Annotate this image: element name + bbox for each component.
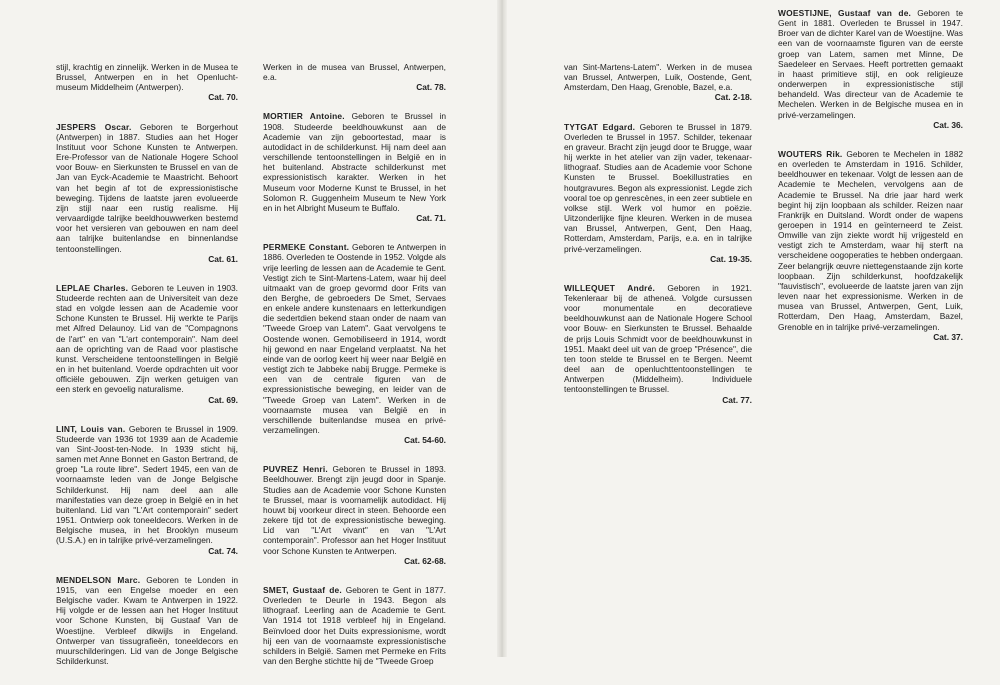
artist-entry: [56, 283, 238, 405]
artist-name: PERMEKE Constant.: [263, 242, 350, 253]
entry-paragraph: [56, 283, 238, 395]
biography-text: Geboren te Londen in 1915, van een Engelse moeder en een Belgische vader. Kwam te Antwerpen in 1922. Hij volgde er de lessen aan het Hoger Instituut voor Schone Kunsten, bij Gustaaf Van de Woestijne. Verbleef dikwijls in Engeland. Ontwerper van tissugrafieën, toneeldecors en muurschilderingen. Lid van de Jonge Belgische Schilderkunst.: [56, 574, 239, 666]
entry-paragraph: [263, 464, 446, 555]
biography-text: van Sint-Martens-Latem". Werken in de musea van Brussel, Antwerpen, Luik, Oostende, Gent, Amsterdam, Den Haag, Grenoble, Bazel, e.a.: [564, 62, 752, 93]
artist-name: LINT, Louis van.: [56, 423, 126, 434]
artist-name: PUVREZ Henri.: [263, 464, 328, 475]
artist-entry: [564, 62, 752, 103]
entry-paragraph: [564, 62, 752, 92]
column-2: [263, 62, 446, 685]
entry-paragraph: [564, 283, 752, 395]
artist-entry: [564, 283, 752, 405]
catalogue-number: Cat. 54-60.: [404, 435, 446, 446]
catalogue-number: Cat. 71.: [416, 213, 446, 224]
entry-paragraph: [263, 585, 446, 666]
catalogue-number: Cat. 37.: [933, 331, 963, 342]
artist-name: SMET, Gustaaf de.: [263, 584, 342, 595]
artist-entry: [263, 464, 446, 566]
artist-name: WILLEQUET André.: [564, 282, 656, 293]
catalogue-number: Cat. 2-18.: [714, 92, 752, 103]
catalogue-number: Cat. 62-68.: [404, 555, 446, 566]
catalogue-number: Cat. 78.: [416, 82, 446, 93]
entry-paragraph: [263, 62, 446, 82]
entry-paragraph: [778, 8, 963, 120]
artist-entry: [778, 149, 963, 342]
artist-entry: [56, 62, 238, 103]
artist-name: LEPLAE Charles.: [56, 282, 129, 293]
entry-paragraph: [56, 62, 238, 92]
catalogue-number: Cat. 36.: [933, 119, 963, 130]
biography-text: Geboren te Mechelen in 1882 en overleden te Amsterdam in 1916. Schilder, beeldhouwer en tekenaar. Volgt de lessen aan de Academie te Mechelen, vervolgens aan de Academie te Brussel. Na drie jaar hard werk begint hij zijn loopbaan als schilder. Reizen naar Frankrijk en Duitsland. Wordt onder de wapens geroepen in 1914 en geïnterneerd te Zeist. Omwille van zijn ziekte wordt hij vrijgesteld en vestigt zich te Amsterdam, waar hij sterft na verscheidene oogoperaties te hebben ondergaan. Zeer belangrijk œuvre niettegenstaande zijn korte loopbaan. Zijn schilderkunst, hoofdzakelijk "fauvistisch", evolueerde de laatste jaren van zijn leven naar het expressionisme. Werken in de musea van Brussel, Antwerpen, Gent, Luik, Rotterdam, Den Haag, Amsterdam, Bazel, Grenoble en in talrijke privé-verzamelingen.: [778, 148, 964, 332]
entry-paragraph: [778, 149, 963, 332]
biography-text: Geboren te Antwerpen in 1886. Overleden te Oostende in 1952. Volgde als vrije leerling de lessen aan de Academie te Gent. Vestigt zich te Sint-Martens-Latem, waar hij deel uitmaakt van de groep gevormd door Frits van den Berghe, de gebroeders De Smet, Servaes en enkele andere kunstenaars en letterkundigen die sedertdien bekend staan onder de naam van "Tweede Groep van Latem". Gaat vervolgens te Oostende wonen. Gemobiliseerd in 1914, wordt hij gewond en naar Engeland verplaatst. Na het einde van de oorlog keert hij weer naar België en vestigt zich te Jabbeke nabij Brugge. Permeke is een van de centrale figuren van de expressionistische beweging, en leider van de "Tweede Groep van Latem". Werken in de voornaamste musea van België en in verschillende buitenlandse musea en privé-verzamelingen.: [263, 242, 447, 435]
biography-text: Geboren te Gent in 1877. Overleden te Deurle in 1943. Begon als lithograaf. Leerling aan de Academie te Gent. Van 1914 tot 1918 verbleef hij in Engeland. Beïnvloed door het Duits expressionisme, wordt hij een van de voornaamste expressionistische schilders in België. Samen met Permeke en Frits van den Berghe stichtte hij de "Tweede Groep: [263, 584, 446, 666]
biography-text: Geboren te Brussel in 1893. Beeldhouwer. Brengt zijn jeugd door in Spanje. Studies aan de Academie voor Schone Kunsten te Brussel, maar is voornamelijk autodidact. Hij houwt bij voorkeur direct in steen. Behoorde een zekere tijd tot de expressionistische beweging. Lid van "L'Art vivant" en van "L'Art contemporain". Professor aan het Hoger Instituut voor Schone Kunsten te Antwerpen.: [263, 464, 446, 556]
entry-paragraph: [56, 575, 238, 666]
artist-entry: [56, 122, 238, 264]
entry-paragraph: [564, 122, 752, 254]
biography-text: Geboren te Leuven in 1903. Studeerde rechten aan de Universiteit van deze stad en volgde lessen aan de Academie voor Schone Kunsten te Brussel. Hij werkte te Parijs met Alfred Delaunoy. Lid van de "Compagnons de l'art" en van "L'art contemporain". Nam deel aan de oprichting van de Raad voor plastische kunst. Verscheidene tentoonstellingen in België en in het buitenland. Voerde opdrachten uit voor officiële gebouwen. Zijn werken getuigen van een sterk en gevoelig naturalisme.: [56, 282, 238, 395]
biography-text: Geboren te Brussel in 1879. Overleden te Brussel in 1957. Schilder, tekenaar en graveur. Bracht zijn jeugd door te Brugge, waar hij werkte in het atelier van zijn vader, tekenaar-lithograaf. Studies aan de Academie voor Schone Kunsten te Brussel. Boekillustraties en houtgravures. Begon als expressionist. Legde zich vooral toe op genrescènes, in een zeer subtiele en volkse stijl. Werk vol humor en poëzie. Uitzonderlijke fijne kleuren. Werken in de musea van Brussel, Antwerpen, Gent, Den Haag, Rotterdam, Amsterdam, Parijs, e.a. en in talrijke privé-verzamelingen.: [564, 121, 752, 254]
entry-paragraph: [263, 242, 446, 435]
artist-entry: [56, 575, 238, 666]
catalogue-number: Cat. 77.: [722, 394, 752, 405]
artist-name: WOESTIJNE, Gustaaf van de.: [778, 8, 912, 18]
artist-name: JESPERS Oscar.: [56, 121, 132, 132]
page-gutter: [497, 0, 507, 657]
entry-paragraph: [56, 424, 238, 546]
column-1: [56, 62, 238, 685]
catalogue-number: Cat. 70.: [208, 92, 238, 103]
catalogue-number: Cat. 69.: [208, 394, 238, 405]
artist-entry: [56, 424, 238, 556]
biography-text: stijl, krachtig en zinnelijk. Werken in de Musea te Brussel, Antwerpen en in het Openlucht-museum Middelheim (Antwerpen).: [56, 62, 238, 93]
catalogue-number: Cat. 74.: [208, 545, 238, 556]
catalogue-number: Cat. 19-35.: [710, 253, 752, 264]
biography-text: Werken in de musea van Brussel, Antwerpen, e.a.: [263, 62, 446, 83]
biography-text: Geboren te Brussel in 1908. Studeerde beeldhouwkunst aan de Academie van zijn geboortestad, maar is autodidact in de schilderkunst. Hij nam deel aan verschillende tentoonstellingen in België en in het buitenland. Abstracte schilderkunst met expressionistisch karakter. Werken in het Museum voor Moderne Kunst te Brussel, in het Solomon R. Guggenheim Museum te New York en in het Albright Museum te Buffalo.: [263, 111, 446, 213]
artist-name: MENDELSON Marc.: [56, 574, 141, 585]
biography-text: Geboren te Borgerhout (Antwerpen) in 1887. Studies aan het Hoger Instituut voor Schone Kunsten te Antwerpen. Ere-Professor van de Nationale Hogere School voor Bouw- en Sierkunsten te Brussel en van de Jan van Eyck-Academie te Maastricht. Behoort van het begin af tot de expressionistische beweging. Tijdens de laatste jaren evolueerde zijn stijl naar een rustig realisme. Hij vervaardigde talrijke beeldhouwwerken bestemd voor het versieren van gebouwen en nam deel aan talrijke buitenlandse en binnenlandse tentoonstellingen.: [56, 121, 238, 254]
artist-entry: [778, 8, 963, 130]
artist-name: WOUTERS Rik.: [778, 148, 843, 159]
artist-entry: [263, 585, 446, 666]
column-4: [778, 8, 963, 361]
artist-name: TYTGAT Edgard.: [564, 121, 636, 132]
entry-paragraph: [263, 111, 446, 213]
artist-entry: [263, 242, 446, 445]
artist-entry: [564, 122, 752, 264]
biography-text: Geboren in 1921. Tekenleraar bij de atheneá. Volgde cursussen voor monumentale en decoratieve beeldhouwkunst aan de Nationale Hogere School voor Bouw- en Sierkunsten te Brussel. Behaalde de prijs Louis Schmidt voor de beeldhouwkunst in 1951. Maakt deel uit van de groep "Présence", die ten toon stelde te Brussel en te Bergen. Neemt deel aan de openluchttentoonstellingen te Antwerpen (Middelheim). Individuele tentoonstellingen te Brussel.: [564, 282, 752, 395]
artist-entry: [263, 62, 446, 92]
column-3: [564, 62, 752, 424]
biography-text: Geboren te Gent in 1881. Overleden te Brussel in 1947. Broer van de dichter Karel van de Woestijne. Was een van de voornaamste figuren van de eerste groep van Latem, samen met Minne, De Saedeleer en Servaes. Heeft portretten gemaakt in haast primitieve stijl, en ook religieuze onderwerpen in expressionistische stijl behandeld. Was directeur van de Academie te Mechelen. Werken in de Belgische musea en in privé-verzamelingen.: [778, 8, 963, 120]
catalogue-number: Cat. 61.: [208, 253, 238, 264]
artist-name: MORTIER Antoine.: [263, 111, 345, 122]
entry-paragraph: [56, 122, 238, 254]
artist-entry: [263, 111, 446, 223]
biography-text: Geboren te Brussel in 1909. Studeerde van 1936 tot 1939 aan de Academie van Sint-Joost-ten-Node. In 1939 sticht hij, samen met Anne Bonnet en Gaston Bertrand, de groep "La route libre". Sedert 1945, een van de voornaamste leden van de Jonge Belgische Schilderkunst. Hij nam deel aan alle manifestaties van deze groep in België en in het buitenland. Lid van "L'Art contemporain" sedert 1951. Ontwierp ook toneeldecors. Werken in de Belgische musea, in het Brooklyn museum (U.S.A.) en in talrijke privé-verzamelingen.: [56, 423, 238, 546]
